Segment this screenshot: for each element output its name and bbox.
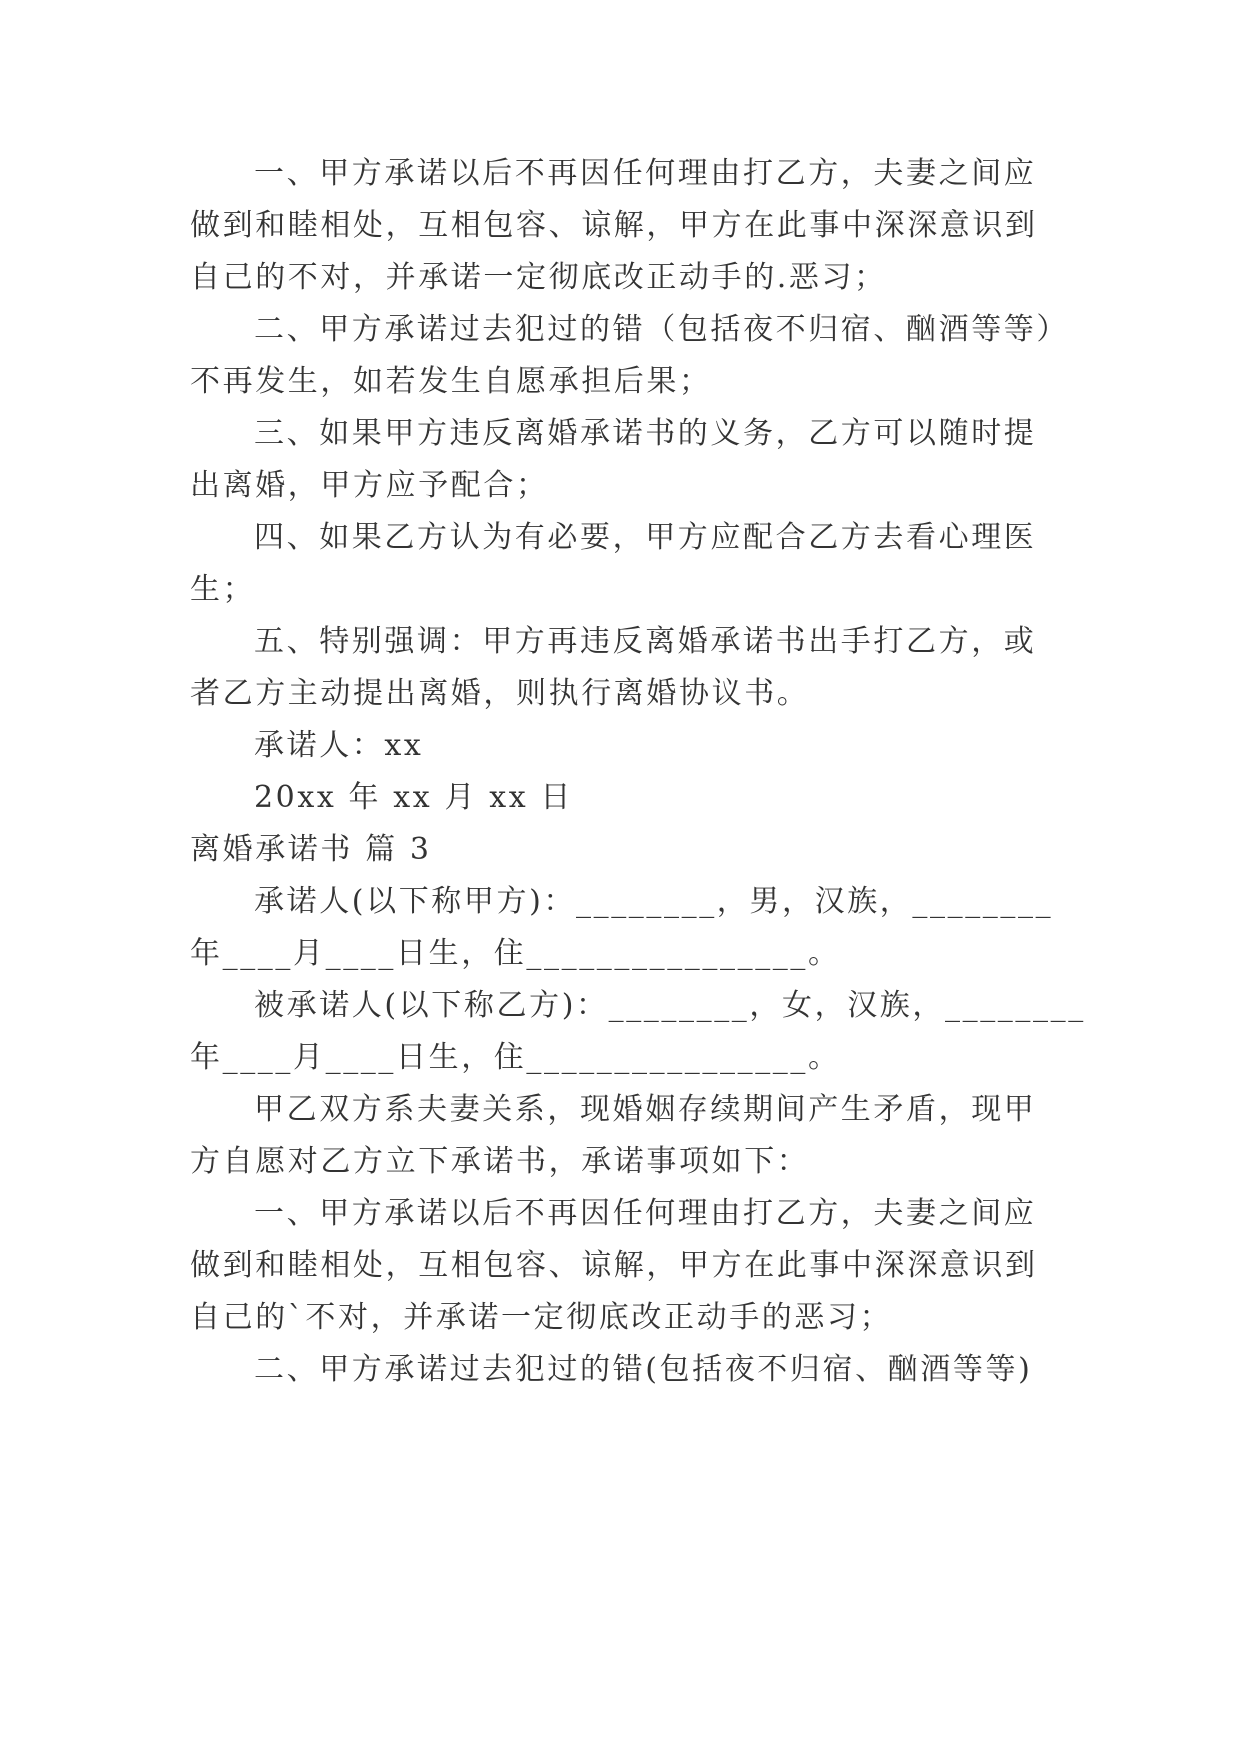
clause-2-line-1: 二、甲方承诺过去犯过的错（包括夜不归宿、酗酒等等） [254,312,1069,347]
intro-line-2: 方自愿对乙方立下承诺书，承诺事项如下： [190,1144,810,1179]
date-line: 20xx 年 xx 月 xx 日 [254,780,573,815]
clause-1b-line-3: 自己的`不对，并承诺一定彻底改正动手的恶习； [190,1300,893,1335]
clause-2-line-2: 不再发生，如若发生自愿承担后果； [190,364,712,399]
party-a-line-1: 承诺人(以下称甲方)：________，男，汉族，________ [254,884,1054,919]
clause-5-line-2: 者乙方主动提出离婚，则执行离婚协议书。 [190,676,810,711]
clause-1b-line-1: 一、甲方承诺以后不再因任何理由打乙方，夫妻之间应 [254,1196,1037,1231]
clause-1-line-1: 一、甲方承诺以后不再因任何理由打乙方，夫妻之间应 [254,156,1037,191]
signer-line: 承诺人：xx [254,728,424,763]
clause-2b-line-1: 二、甲方承诺过去犯过的错(包括夜不归宿、酗酒等等) [254,1352,1033,1387]
intro-line-1: 甲乙双方系夫妻关系，现婚姻存续期间产生矛盾，现甲 [254,1092,1037,1127]
section-title: 离婚承诺书 篇 3 [190,832,432,867]
party-a-line-2: 年____月____日生，住________________。 [190,936,841,971]
clause-4-line-2: 生； [190,572,256,607]
party-b-line-2: 年____月____日生，住________________。 [190,1040,841,1075]
clause-4-line-1: 四、如果乙方认为有必要，甲方应配合乙方去看心理医 [254,520,1037,555]
clause-3-line-1: 三、如果甲方违反离婚承诺书的义务，乙方可以随时提 [254,416,1037,451]
party-b-line-1: 被承诺人(以下称乙方)：________，女，汉族，________ [254,988,1086,1023]
clause-1-line-3: 自己的不对，并承诺一定彻底改正动手的.恶习； [190,260,887,295]
clause-5-line-1: 五、特别强调：甲方再违反离婚承诺书出手打乙方，或 [254,624,1037,659]
clause-1b-line-2: 做到和睦相处，互相包容、谅解，甲方在此事中深深意识到 [190,1248,1038,1283]
clause-3-line-2: 出离婚，甲方应予配合； [190,468,549,503]
clause-1-line-2: 做到和睦相处，互相包容、谅解，甲方在此事中深深意识到 [190,208,1038,243]
